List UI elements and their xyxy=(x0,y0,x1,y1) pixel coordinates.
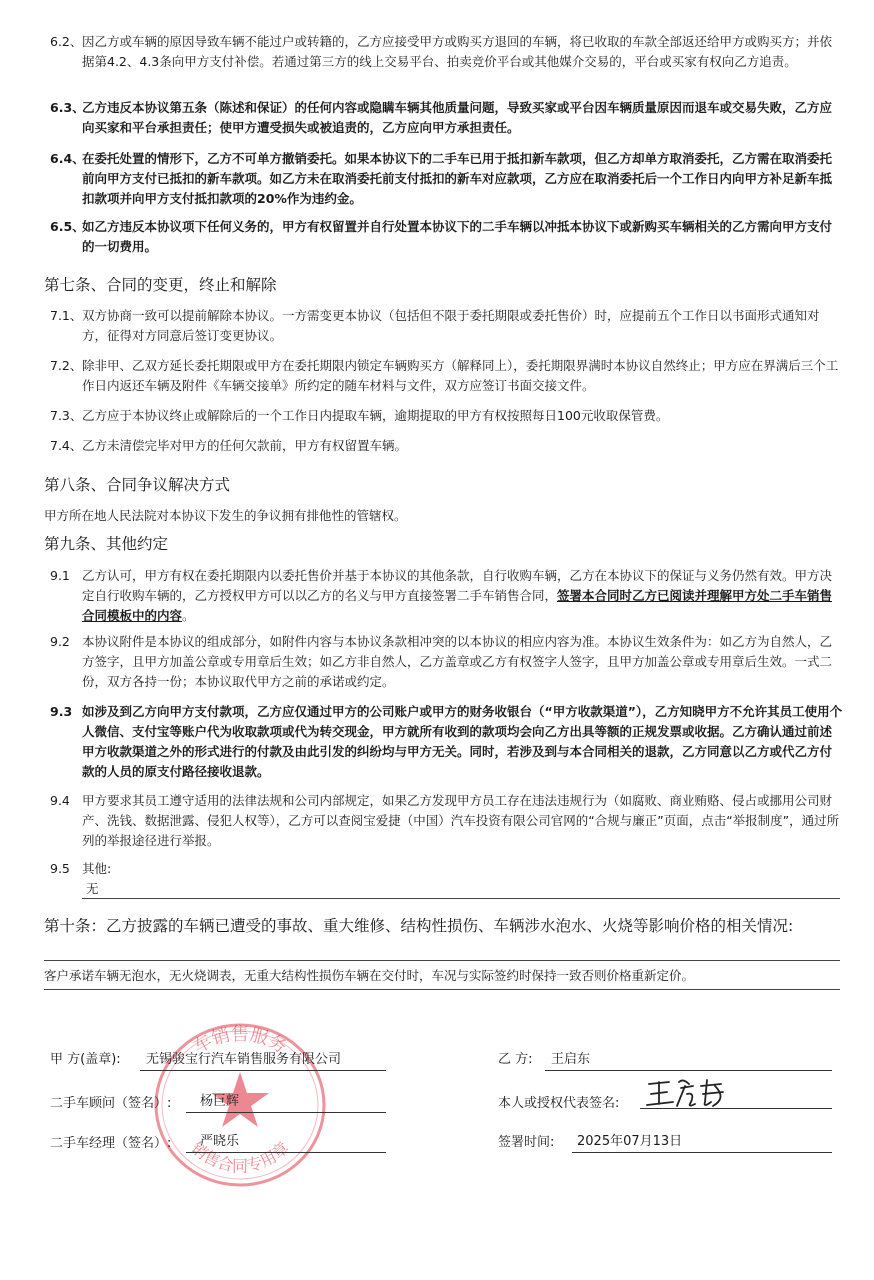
signature-line xyxy=(572,1152,832,1153)
clause-text: 本协议附件是本协议的组成部分，如附件内容与本协议条款相冲突的以本协议的相应内容为准。本协议生效条件为：如乙方为自然人，乙方签字，且甲方加盖公章或专用章后生效；如乙方非自然人，乙方盖章或乙方有权签字人签字，且甲方加盖公章或专用章后生效。一式二份，双方各持一份；本协议取代甲方之前的承诺或约定。 xyxy=(82,634,833,689)
section-9-title: 第九条、其他约定 xyxy=(44,535,169,553)
clause-text xyxy=(82,566,844,626)
manager-label: 二手车经理（签名）: xyxy=(50,1136,172,1151)
clause-7-1 xyxy=(44,306,844,346)
clause-text: 乙方未清偿完毕对甲方的任何欠款前，甲方有权留置车辆。 xyxy=(82,438,408,453)
divider xyxy=(44,960,840,961)
clause-text: 除非甲、乙双方延长委托期限或甲方在委托期限内锁定车辆购买方（解释同上），委托期限界满时本协议自然终止；甲方应在界满后三个工作日内返还车辆及附件《车辆交接单》所约定的随车材料与文件，双方应签订书面交接文件。 xyxy=(82,358,839,393)
clause-text: 如乙方违反本协议项下任何义务的，甲方有权留置并自行处置本协议下的二手车辆以冲抵本协议下或新购买车辆相关的乙方需向甲方支付的一切费用。 xyxy=(82,219,833,254)
consultant-label: 二手车顾问（签名）: xyxy=(50,1096,172,1111)
date-label: 签署时间: xyxy=(498,1135,555,1150)
clause-7-3 xyxy=(44,406,844,426)
signature-line xyxy=(140,1070,386,1071)
clause-text: 甲方要求其员工遵守适用的法律法规和公司内部规定，如果乙方发现甲方员工存在违法违规行为（如腐败、商业贿赂、侵占或挪用公司财产、洗钱、数据泄露、侵犯人权等），乙方可以查阅宝爱捷（中国）汽车投资有限公司官网的“合规与廉正”页面，点击“举报制度”，通过所列的举报途径进行举报。 xyxy=(82,793,840,848)
clause-6-5 xyxy=(44,217,844,257)
clause-number: 9.4 xyxy=(50,793,70,808)
clause-number: 6.4、 xyxy=(50,151,85,166)
clause-text: 双方协商一致可以提前解除本协议。一方需变更本协议（包括但不限于委托期限或委托售价）时，应提前五个工作日以书面形式通知对方，征得对方同意后签订变更协议。 xyxy=(82,308,820,343)
clause-9-1-text: 乙方认可，甲方有权在委托期限内以委托售价并基于本协议的其他条款，自行收购车辆，乙方在本协议下的保证与义务仍然有效。甲方决定自行收购车辆的，乙方授权甲方可以以乙方的名义与甲方直接签署二手车销售合同， xyxy=(82,568,833,603)
clause-label: 其他: xyxy=(82,861,112,876)
clause-number: 7.3、 xyxy=(50,408,83,423)
clause-number: 9.1 xyxy=(50,568,70,583)
clause-text: 如涉及到乙方向甲方支付款项，乙方应仅通过甲方的公司账户或甲方的财务收银台（“甲方收款渠道”），乙方知晓甲方不允许其员工使用个人微信、支付宝等账户代为收取款项或代为转交现金，甲方就所有收到的款项均会向乙方出具等额的正规发票或收据。乙方确认通过前述甲方收款渠道之外的形式进行的付款及由此引发的纠纷均与甲方无关。同时，若涉及到与本合同相关的退款，乙方同意以乙方或代乙方付款的人员的原支付路径接收退款。 xyxy=(82,704,843,779)
clause-number: 9.3 xyxy=(50,704,73,719)
section-10-text: 客户承诺车辆无泡水，无火烧调表，无重大结构性损伤车辆在交付时，车况与实际签约时保持一致否则价格重新定价。 xyxy=(44,968,695,983)
handwritten-signature xyxy=(643,1072,733,1112)
party-a-label: 甲 方(盖章): xyxy=(50,1052,121,1067)
manager-value: 严晓乐 xyxy=(200,1134,240,1149)
svg-text:销售合同专用章: 销售合同专用章 xyxy=(187,1138,293,1176)
clause-9-1-bold: 签署本合同时乙方已阅读并理解甲方处二手车销售合同模板中的内容 xyxy=(82,588,833,623)
clause-text: 乙方应于本协议终止或解除后的一个工作日内提取车辆，逾期提取的甲方有权按照每日100元收取保管费。 xyxy=(82,408,669,423)
clause-9-1 xyxy=(44,566,844,626)
signature-line xyxy=(640,1108,832,1109)
section-10-title: 第十条：乙方披露的车辆已遭受的事故、重大维修、结构性损伤、车辆涉水泡水、火烧等影响价格的相关情况: xyxy=(44,917,794,935)
representative-label: 本人或授权代表签名: xyxy=(498,1096,620,1111)
party-a-value: 无锡骏宝行汽车销售服务有限公司 xyxy=(146,1052,342,1067)
signature-line xyxy=(545,1070,832,1071)
clause-9-5 xyxy=(44,859,844,879)
clause-text: 乙方违反本协议第五条（陈述和保证）的任何内容或隐瞒车辆其他质量问题，导致买家或平台因车辆质量原因而退车或交易失败，乙方应向买家和平台承担责任；使甲方遭受损失或被追责的，乙方应向甲方承担责任。 xyxy=(82,100,833,135)
consultant-value: 杨巨辉 xyxy=(200,1094,240,1109)
clause-number: 9.5 xyxy=(50,861,70,876)
signature-line xyxy=(186,1152,386,1153)
clause-9-5-value: 无 xyxy=(86,881,99,896)
clause-9-4 xyxy=(44,791,844,851)
party-b-value: 王启东 xyxy=(551,1052,591,1067)
clause-number: 6.5、 xyxy=(50,219,85,234)
date-value: 2025年07月13日 xyxy=(577,1134,683,1149)
clause-text: 在委托处置的情形下，乙方不可单方撤销委托。如果本协议下的二手车已用于抵扣新车款项，但乙方却单方取消委托，乙方需在取消委托前向甲方支付已抵扣的新车款项。如乙方未在取消委托前支付抵扣的新车对应款项，乙方应在取消委托后一个工作日内向甲方补足新车抵扣款项并向甲方支付抵扣款项的20%作为违约金。 xyxy=(82,151,833,206)
clause-number: 6.2、 xyxy=(50,34,83,49)
section-8-title: 第八条、合同争议解决方式 xyxy=(44,476,231,494)
clause-6-2 xyxy=(44,32,844,72)
clause-number: 7.4、 xyxy=(50,438,83,453)
clause-6-4 xyxy=(44,149,844,209)
divider xyxy=(82,898,840,899)
divider xyxy=(44,989,840,990)
section-7-title: 第七条、合同的变更，终止和解除 xyxy=(44,276,277,294)
clause-number: 9.2 xyxy=(50,634,70,649)
clause-6-3 xyxy=(44,98,844,138)
party-b-label: 乙 方: xyxy=(498,1052,533,1067)
clause-number: 6.3、 xyxy=(50,100,85,115)
clause-number: 7.2、 xyxy=(50,358,83,373)
clause-7-2 xyxy=(44,356,844,396)
clause-9-3 xyxy=(44,702,844,782)
signature-line xyxy=(186,1112,386,1113)
svg-text:车销售服务: 车销售服务 xyxy=(189,1024,291,1058)
clause-9-2 xyxy=(44,632,844,692)
clause-text: 因乙方或车辆的原因导致车辆不能过户或转籍的，乙方应接受甲方或购买方退回的车辆，将已收取的车款全部返还给甲方或购买方；并依据第4.2、4.3条向甲方支付补偿。若通过第三方的线上交易平台、拍卖竞价平台或其他媒介交易的，平台或买家有权向乙方追责。 xyxy=(82,34,833,69)
clause-9-1-end: 。 xyxy=(182,608,195,623)
section-8-text: 甲方所在地人民法院对本协议下发生的争议拥有排他性的管辖权。 xyxy=(44,508,407,523)
clause-7-4 xyxy=(44,436,844,456)
clause-number: 7.1、 xyxy=(50,308,83,323)
